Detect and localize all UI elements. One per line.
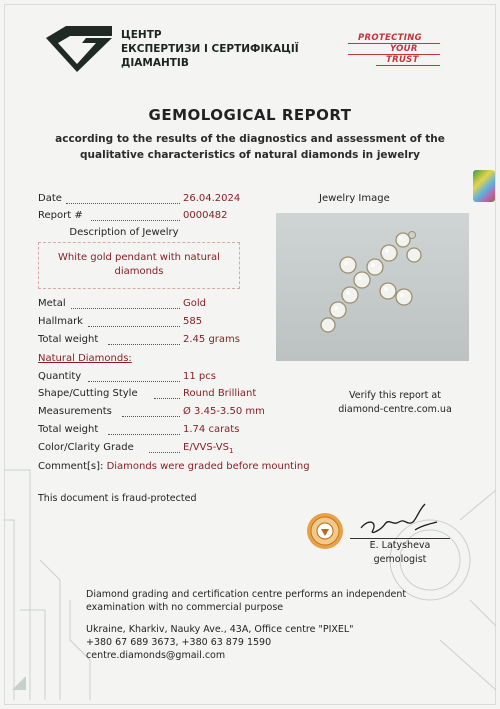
shape-label: Shape/Cutting Style: [38, 388, 138, 399]
comments-label: Comment[s]:: [38, 461, 104, 472]
total-weight-label: Total weight: [38, 334, 99, 345]
natural-diamonds-heading: Natural Diamonds:: [38, 353, 132, 364]
diamond-weight-value: 1.74 carats: [183, 424, 240, 435]
signer-name: E. Latysheva: [350, 538, 450, 551]
hallmark-label: Hallmark: [38, 316, 83, 327]
leader-dots: [91, 220, 180, 221]
description-text: [39, 251, 239, 279]
quantity-value: 11 pcs: [183, 371, 216, 382]
verify-block: [300, 389, 490, 417]
subtitle-line2: qualitative characteristics of natural diamonds in jewelry: [80, 149, 420, 161]
diamond-weight-label: Total weight: [38, 424, 99, 435]
diamond-logo-icon: [38, 24, 116, 74]
fraud-notice: This document is fraud-protected: [38, 493, 197, 504]
description-title: Description of Jewelry: [69, 227, 179, 238]
gold-seal-icon: [306, 512, 344, 550]
report-title: GEMOLOGICAL REPORT: [148, 106, 352, 124]
leader-dots: [66, 203, 180, 204]
motto-line1: PROTECTING: [358, 33, 422, 43]
jewelry-photo: [276, 213, 469, 361]
quantity-label: Quantity: [38, 371, 82, 382]
leader-dots: [88, 326, 180, 327]
date-label: Date: [38, 193, 62, 204]
leader-dots: [88, 381, 180, 382]
motto-line3: TRUST: [386, 55, 419, 65]
org-name-line2: ЕКСПЕРТИЗИ І СЕРТИФІКАЦІЇ: [121, 43, 299, 55]
cross-pendant-image: [276, 213, 469, 361]
description-box: [38, 242, 240, 289]
jewelry-image-title: Jewelry Image: [319, 193, 390, 204]
color-clarity-subscript: 1: [228, 447, 234, 455]
motto-rule: [376, 65, 440, 66]
metal-value: Gold: [183, 298, 206, 309]
subtitle-line1: according to the results of the diagnostics and assessment of the: [55, 133, 445, 145]
hologram-sticker: [473, 170, 495, 202]
leader-dots: [154, 398, 180, 399]
footer-phones: +380 67 689 3673, +380 63 879 1590: [86, 637, 272, 648]
report-subtitle: [20, 131, 480, 163]
footer-address: Ukraine, Kharkiv, Nauky Ave., 43A, Office centre "PIXEL": [86, 624, 354, 635]
comments-row: [38, 461, 310, 472]
color-clarity-label: Color/Clarity Grade: [38, 442, 134, 453]
footer-line1: Diamond grading and certification centre performs an independent: [86, 589, 407, 600]
signer-title: gemologist: [373, 554, 427, 565]
shape-value: Round Brilliant: [183, 388, 257, 399]
comments-value: Diamonds were graded before mounting: [106, 461, 310, 472]
org-name-line1: ЦЕНТР: [121, 29, 162, 41]
measurements-value: Ø 3.45-3.50 mm: [183, 406, 265, 417]
metal-label: Metal: [38, 298, 66, 309]
report-label: Report #: [38, 210, 83, 221]
motto-rule: [348, 54, 440, 55]
footer-email[interactable]: centre.diamonds@gmail.com: [86, 650, 226, 661]
org-name-line3: ДІАМАНТІВ: [121, 57, 189, 69]
hallmark-value: 585: [183, 316, 203, 327]
total-weight-value: 2.45 grams: [183, 334, 240, 345]
motto-rule: [348, 43, 440, 44]
motto-block: [346, 30, 442, 66]
color-clarity-main: E/VVS-VS: [183, 442, 229, 453]
leader-dots: [108, 344, 180, 345]
measurements-label: Measurements: [38, 406, 112, 417]
report-value: 0000482: [183, 210, 228, 221]
leader-dots: [122, 416, 180, 417]
description-line2: diamonds: [114, 266, 164, 277]
description-line1: White gold pendant with natural: [58, 252, 220, 263]
leader-dots: [108, 434, 180, 435]
color-clarity-value: [183, 442, 233, 455]
signature-image: [355, 500, 440, 542]
date-value: 26.04.2024: [183, 193, 241, 204]
motto-line2: YOUR: [390, 44, 418, 54]
verify-link[interactable]: diamond-centre.com.ua: [338, 404, 452, 415]
leader-dots: [149, 452, 180, 453]
footer-line2: examination with no commercial purpose: [86, 602, 284, 613]
org-name: [121, 28, 331, 70]
verify-line1: Verify this report at: [349, 390, 441, 401]
leader-dots: [71, 308, 180, 309]
footer-block: [86, 588, 466, 662]
